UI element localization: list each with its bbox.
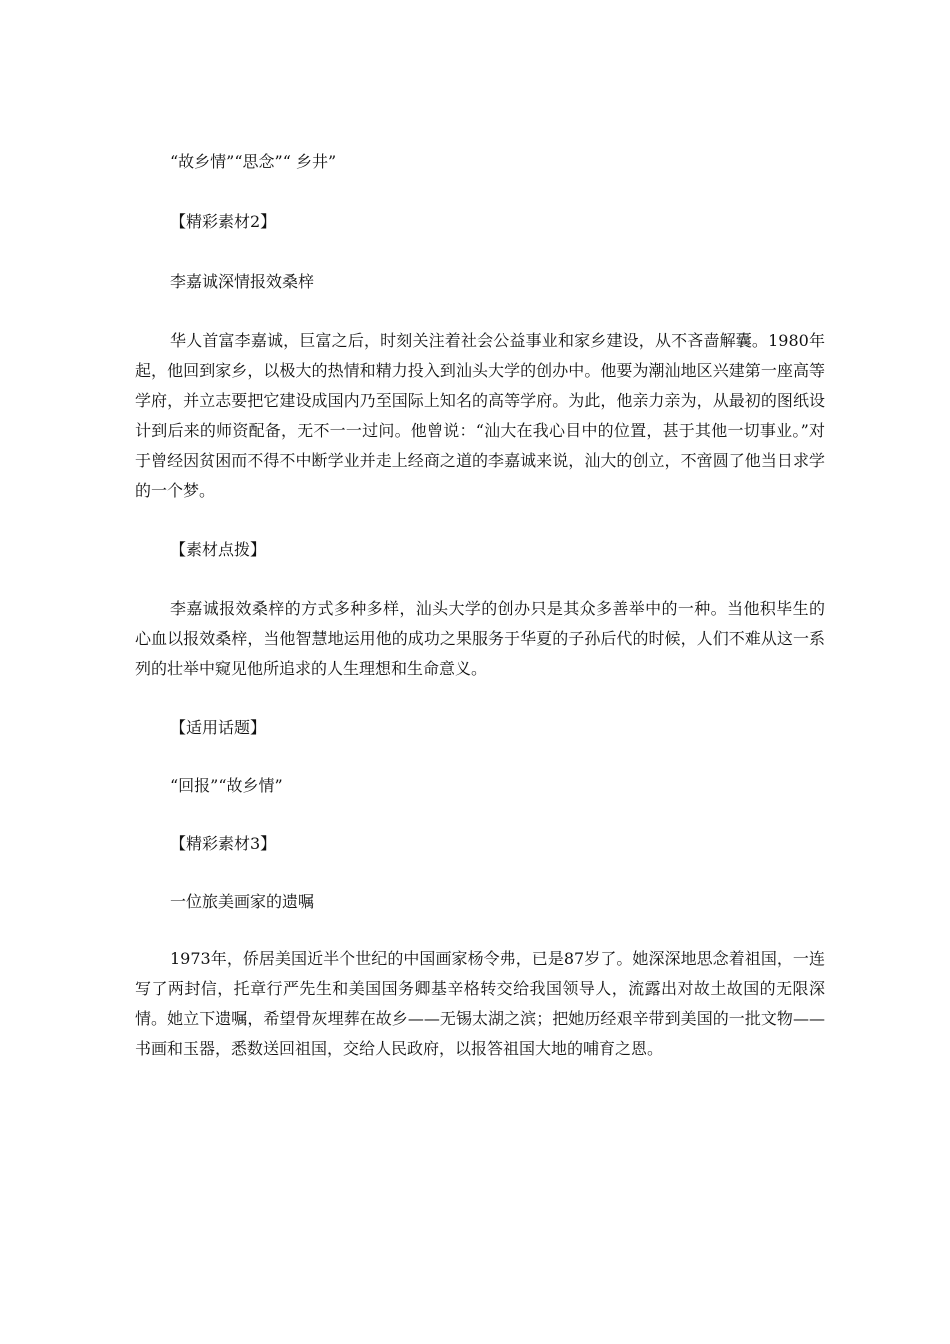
body-paragraph: 华人首富李嘉诚，巨富之后，时刻关注着社会公益事业和家乡建设，从不吝啬解囊。1980年起，他回到家乡，以极大的热情和精力投入到汕头大学的创办中。他要为潮汕地区兴建第一座高等学府，并立志要把它建设成国内乃至国际上知名的高等学府。为此，他亲力亲为，从最初的图纸设计到后来的师资配备，无不一一过问。他曾说：“汕大在我心目中的位置，甚于其他一切事业。”对于曾经因贫困而不得不中断学业并走上经商之道的李嘉诚来说，汕大的创立，不啻圆了他当日求学的一个梦。: [135, 331, 825, 500]
section-title: 李嘉诚深情报效桑梓: [170, 272, 315, 291]
body-paragraph: 1973年，侨居美国近半个世纪的中国画家杨令弗，已是87岁了。她深深地思念着祖国，一连写了两封信，托章行严先生和美国国务卿基辛格转交给我国领导人，流露出对故土故国的无限深情。她立下遗嘱，希望骨灰埋葬在故乡——无锡太湖之滨；把她历经艰辛带到美国的一批文物——书画和玉器，悉数送回祖国，交给人民政府，以报答祖国大地的哺育之恩。: [135, 949, 825, 1058]
section-heading: 【精彩素材3】: [170, 834, 277, 853]
section-title: 一位旅美画家的遗嘱: [170, 892, 315, 911]
document-content: [135, 146, 825, 1064]
topic-line: “回报”“故乡情”: [170, 776, 283, 795]
section-heading: 【精彩素材2】: [170, 212, 277, 231]
section-heading: 【素材点拨】: [170, 540, 267, 559]
topic-line: “故乡情”“思念”“ 乡井”: [170, 152, 337, 171]
section-heading: 【适用话题】: [170, 718, 267, 737]
commentary-paragraph: 李嘉诚报效桑梓的方式多种多样，汕头大学的创办只是其众多善举中的一种。当他积毕生的心血以报效桑梓，当他智慧地运用他的成功之果服务于华夏的子孙后代的时候，人们不难从这一系列的壮举中窥见他所追求的人生理想和生命意义。: [135, 599, 825, 678]
